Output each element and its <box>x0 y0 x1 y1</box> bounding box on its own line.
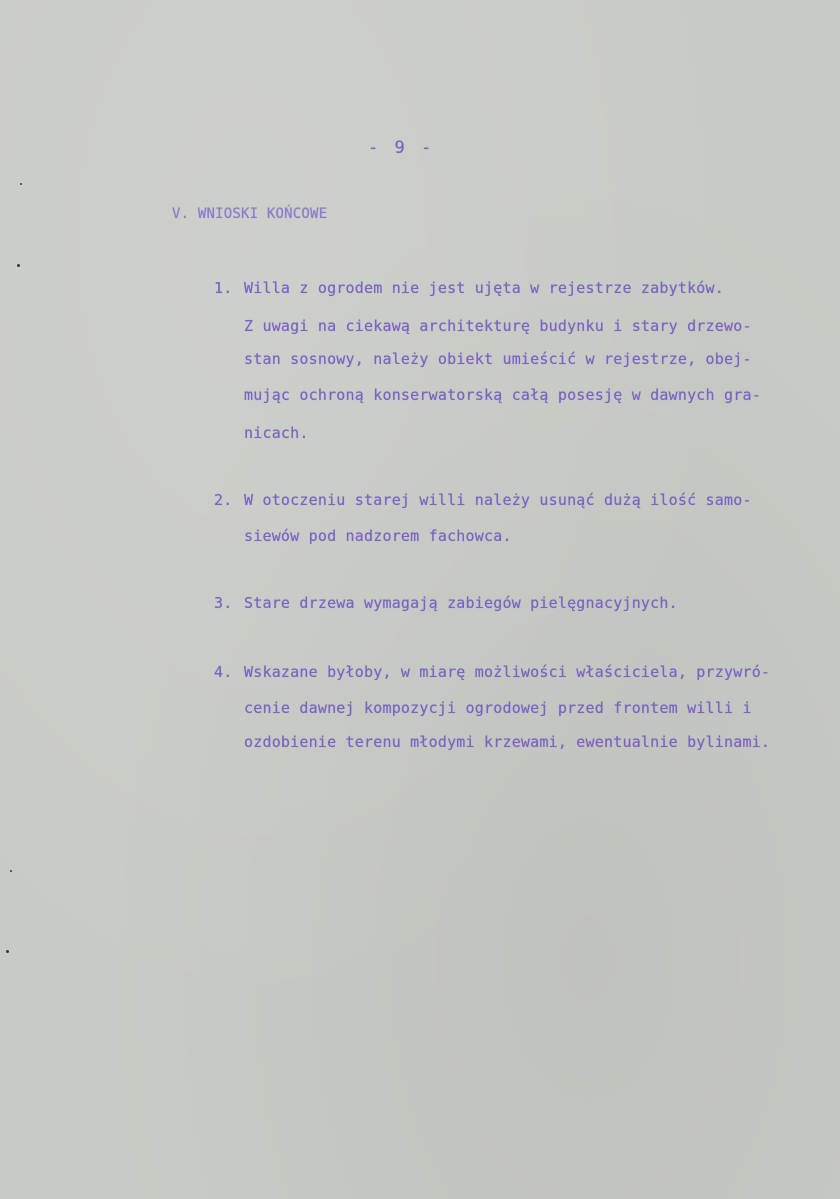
margin-speck <box>17 264 20 267</box>
item-number: 1. <box>214 279 233 297</box>
item-line: nicach. <box>244 424 309 442</box>
margin-speck <box>10 870 12 872</box>
margin-speck <box>20 183 22 185</box>
item-line: siewów pod nadzorem fachowca. <box>244 527 512 545</box>
item-line: W otoczeniu starej willi należy usunąć dużą ilość samo- <box>244 491 752 509</box>
item-line: ozdobienie terenu młodymi krzewami, ewentualnie bylinami. <box>244 733 771 751</box>
item-line: stan sosnowy, należy obiekt umieścić w rejestrze, obej- <box>244 350 752 368</box>
section-heading: V. WNIOSKI KOŃCOWE <box>172 206 328 222</box>
item-line: Stare drzewa wymagają zabiegów pielęgnacyjnych. <box>244 594 678 612</box>
item-line: Wskazane byłoby, w miarę możliwości właściciela, przywró- <box>244 663 771 681</box>
item-number: 2. <box>214 491 233 509</box>
item-number: 3. <box>214 594 233 612</box>
item-line: mując ochroną konserwatorską całą posesję w dawnych gra- <box>244 386 761 404</box>
item-line: Willa z ogrodem nie jest ujęta w rejestrze zabytków. <box>244 279 724 297</box>
item-line: Z uwagi na ciekawą architekturę budynku i stary drzewo- <box>244 317 752 335</box>
item-number: 4. <box>214 663 233 681</box>
page-number: - 9 - <box>368 138 435 158</box>
item-line: cenie dawnej kompozycji ogrodowej przed frontem willi i <box>244 699 752 717</box>
margin-speck <box>6 950 9 953</box>
